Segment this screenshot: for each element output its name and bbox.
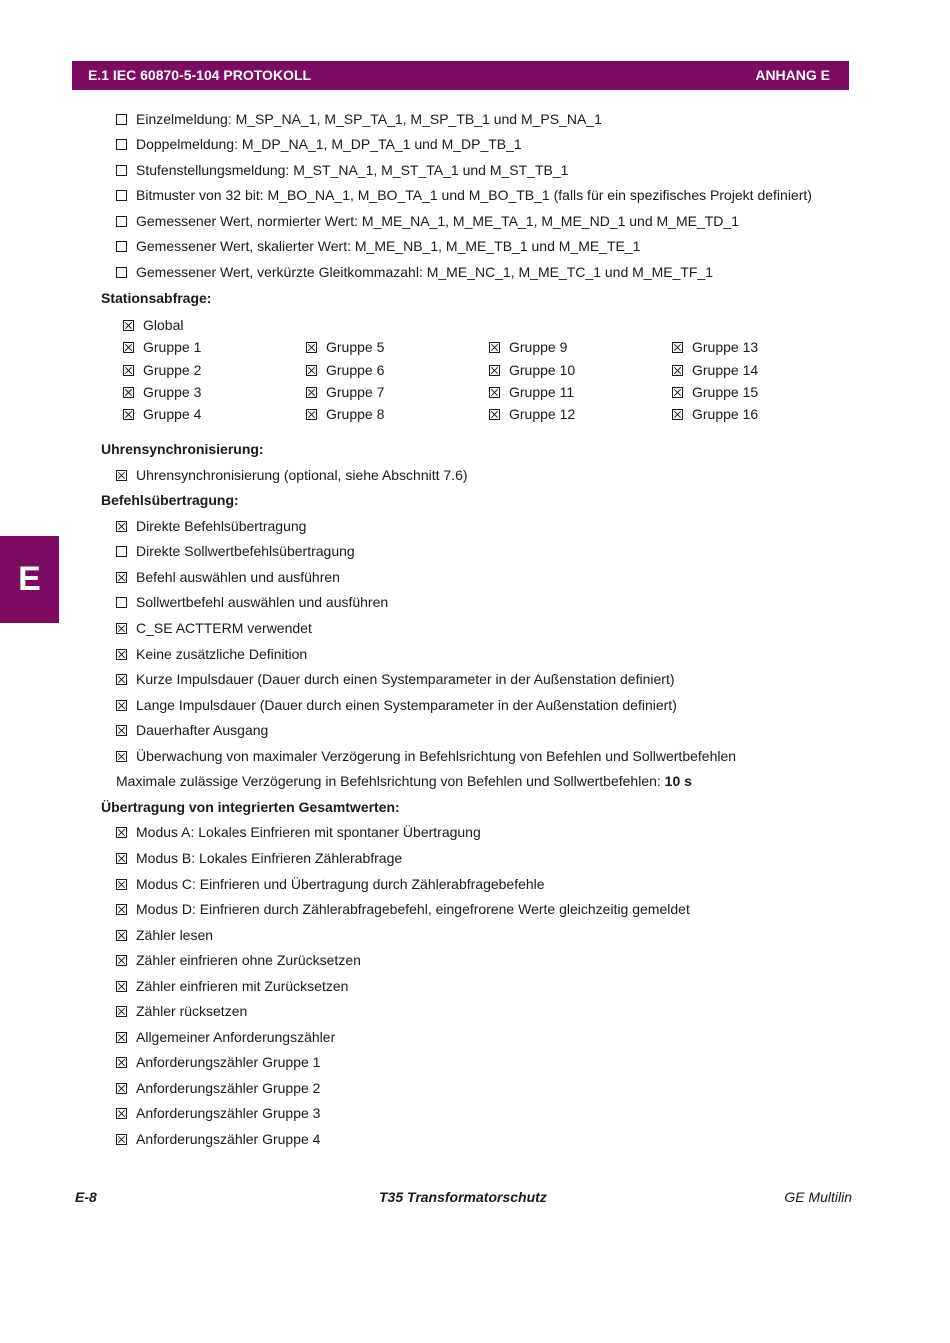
company-name: GE Multilin [784, 1189, 852, 1205]
item-label: Befehl auswählen und ausführen [136, 569, 340, 585]
document-title: T35 Transformatorschutz [379, 1189, 547, 1205]
list-item [116, 111, 602, 127]
list-item [116, 697, 677, 713]
checkbox-checked-icon [672, 387, 683, 398]
checkbox-checked-icon [123, 387, 134, 398]
checkbox-checked-icon [123, 342, 134, 353]
item-label: Bitmuster von 32 bit: M_BO_NA_1, M_BO_TA_1 und M_BO_TB_1 (falls für ein spezifisches Projekt definiert) [136, 187, 812, 203]
list-item [116, 876, 545, 892]
group-label: Gruppe 13 [692, 339, 759, 355]
list-item [116, 569, 340, 585]
clock-heading: Uhrensynchronisierung: [101, 441, 264, 457]
checkbox-checked-icon [489, 365, 500, 376]
item-label: Anforderungszähler Gruppe 2 [136, 1080, 321, 1096]
checkbox-checked-icon [116, 1032, 127, 1043]
checkbox-checked-icon [116, 1083, 127, 1094]
checkbox-empty-icon [116, 165, 127, 176]
checkbox-checked-icon [116, 853, 127, 864]
group-label: Gruppe 16 [692, 406, 759, 422]
list-item [116, 1105, 320, 1121]
item-label: Lange Impulsdauer (Dauer durch einen Systemparameter in der Außenstation definiert) [136, 697, 677, 713]
list-item [116, 213, 739, 229]
group-item [672, 384, 758, 400]
checkbox-empty-icon [116, 190, 127, 201]
list-item [116, 927, 213, 943]
group-item [123, 406, 201, 422]
checkbox-checked-icon [123, 365, 134, 376]
list-item [116, 467, 468, 483]
group-item [489, 406, 575, 422]
checkbox-empty-icon [116, 216, 127, 227]
checkbox-empty-icon [116, 597, 127, 608]
checkbox-checked-icon [116, 649, 127, 660]
group-item [672, 362, 758, 378]
group-label: Gruppe 5 [326, 339, 385, 355]
list-item [116, 1054, 320, 1070]
item-label: Allgemeiner Anforderungszähler [136, 1029, 336, 1045]
item-label: Modus A: Lokales Einfrieren mit spontaner Übertragung [136, 824, 481, 840]
checkbox-checked-icon [306, 409, 317, 420]
checkbox-checked-icon [116, 1006, 127, 1017]
checkbox-checked-icon [306, 342, 317, 353]
group-label: Gruppe 1 [143, 339, 202, 355]
group-label: Gruppe 2 [143, 362, 202, 378]
side-tab: E [0, 536, 59, 623]
list-item [116, 620, 312, 636]
group-label: Gruppe 4 [143, 406, 202, 422]
checkbox-empty-icon [116, 267, 127, 278]
checkbox-empty-icon [116, 139, 127, 150]
page-number: E-8 [75, 1189, 97, 1205]
list-item [116, 1003, 247, 1019]
item-label: Anforderungszähler Gruppe 3 [136, 1105, 321, 1121]
checkbox-checked-icon [116, 521, 127, 532]
group-item [306, 384, 384, 400]
item-label: Einzelmeldung: M_SP_NA_1, M_SP_TA_1, M_SP_TB_1 und M_PS_NA_1 [136, 111, 602, 127]
checkbox-checked-icon [116, 623, 127, 634]
checkbox-checked-icon [123, 409, 134, 420]
list-item [123, 317, 183, 333]
checkbox-checked-icon [116, 981, 127, 992]
group-item [672, 406, 758, 422]
totals-heading: Übertragung von integrierten Gesamtwerten: [101, 799, 400, 815]
list-item [116, 646, 307, 662]
checkbox-checked-icon [116, 1108, 127, 1119]
checkbox-checked-icon [116, 751, 127, 762]
checkbox-checked-icon [489, 409, 500, 420]
item-label: Uhrensynchronisierung (optional, siehe Abschnitt 7.6) [136, 467, 468, 483]
item-label: Zähler rücksetzen [136, 1003, 248, 1019]
max-delay-value: 10 s [664, 773, 692, 789]
checkbox-checked-icon [672, 365, 683, 376]
group-label: Gruppe 6 [326, 362, 385, 378]
list-item [116, 136, 522, 152]
list-item [116, 978, 348, 994]
list-item [116, 671, 675, 687]
group-item [306, 406, 384, 422]
checkbox-checked-icon [116, 725, 127, 736]
max-delay-text: Maximale zulässige Verzögerung in Befehlsrichtung von Befehlen und Sollwertbefehlen: [116, 773, 665, 789]
list-item [116, 187, 812, 203]
list-item [116, 518, 306, 534]
item-label: Keine zusätzliche Definition [136, 646, 308, 662]
section-title: E.1 IEC 60870-5-104 PROTOKOLL [88, 67, 312, 83]
checkbox-checked-icon [123, 320, 134, 331]
item-label: Kurze Impulsdauer (Dauer durch einen Systemparameter in der Außenstation definiert) [136, 671, 675, 687]
list-item [116, 594, 388, 610]
group-item [489, 339, 567, 355]
item-label: Zähler einfrieren ohne Zurücksetzen [136, 952, 361, 968]
group-label: Gruppe 10 [509, 362, 576, 378]
header-bar [72, 61, 849, 90]
list-item [116, 1131, 320, 1147]
group-item [306, 362, 384, 378]
item-label: Direkte Sollwertbefehlsübertragung [136, 543, 355, 559]
list-item [116, 1029, 335, 1045]
group-item [123, 362, 201, 378]
group-item [123, 384, 201, 400]
group-label: Gruppe 9 [509, 339, 568, 355]
list-item [116, 162, 568, 178]
item-label: Doppelmeldung: M_DP_NA_1, M_DP_TA_1 und M_DP_TB_1 [136, 136, 522, 152]
group-item [489, 362, 575, 378]
list-item [116, 901, 690, 917]
group-label: Gruppe 12 [509, 406, 576, 422]
checkbox-checked-icon [306, 387, 317, 398]
item-label: Gemessener Wert, normierter Wert: M_ME_NA_1, M_ME_TA_1, M_ME_ND_1 und M_ME_TD_1 [136, 213, 739, 229]
item-label: Modus B: Lokales Einfrieren Zählerabfrage [136, 850, 403, 866]
appendix-label: ANHANG E [755, 67, 830, 83]
checkbox-checked-icon [672, 409, 683, 420]
item-label: Überwachung von maximaler Verzögerung in Befehlsrichtung von Befehlen und Sollwertbefehlen [136, 748, 737, 764]
group-item [123, 339, 201, 355]
list-item [116, 824, 481, 840]
checkbox-empty-icon [116, 241, 127, 252]
checkbox-checked-icon [672, 342, 683, 353]
checkbox-checked-icon [116, 904, 127, 915]
list-item [116, 850, 402, 866]
checkbox-empty-icon [116, 114, 127, 125]
list-item [116, 748, 736, 764]
checkbox-checked-icon [116, 572, 127, 583]
list-item [116, 238, 640, 254]
item-label: Stufenstellungsmeldung: M_ST_NA_1, M_ST_TA_1 und M_ST_TB_1 [136, 162, 569, 178]
checkbox-checked-icon [489, 342, 500, 353]
list-item [116, 952, 361, 968]
list-item [116, 264, 713, 280]
group-item [489, 384, 574, 400]
item-label: Zähler lesen [136, 927, 214, 943]
checkbox-checked-icon [489, 387, 500, 398]
item-label: Modus D: Einfrieren durch Zählerabfragebefehl, eingefrorene Werte gleichzeitig gemeldet [136, 901, 690, 917]
station-heading: Stationsabfrage: [101, 290, 212, 306]
item-label: Sollwertbefehl auswählen und ausführen [136, 594, 389, 610]
checkbox-checked-icon [306, 365, 317, 376]
item-label: Dauerhafter Ausgang [136, 722, 269, 738]
checkbox-checked-icon [116, 1134, 127, 1145]
item-label: C_SE ACTTERM verwendet [136, 620, 312, 636]
item-label: Gemessener Wert, verkürzte Gleitkommazahl: M_ME_NC_1, M_ME_TC_1 und M_ME_TF_1 [136, 264, 714, 280]
checkbox-checked-icon [116, 700, 127, 711]
group-label: Gruppe 3 [143, 384, 202, 400]
checkbox-checked-icon [116, 1057, 127, 1068]
list-item [116, 722, 268, 738]
item-label: Anforderungszähler Gruppe 4 [136, 1131, 321, 1147]
list-item [116, 1080, 320, 1096]
item-label: Zähler einfrieren mit Zurücksetzen [136, 978, 349, 994]
group-label: Gruppe 15 [692, 384, 759, 400]
checkbox-checked-icon [116, 955, 127, 966]
checkbox-checked-icon [116, 470, 127, 481]
checkbox-checked-icon [116, 879, 127, 890]
command-heading: Befehlsübertragung: [101, 492, 239, 508]
item-label: Gemessener Wert, skalierter Wert: M_ME_NB_1, M_ME_TB_1 und M_ME_TE_1 [136, 238, 641, 254]
group-label: Gruppe 11 [509, 384, 575, 400]
checkbox-empty-icon [116, 546, 127, 557]
list-item [116, 543, 355, 559]
checkbox-checked-icon [116, 827, 127, 838]
group-item [306, 339, 384, 355]
item-label: Global [143, 317, 184, 333]
checkbox-checked-icon [116, 674, 127, 685]
group-label: Gruppe 8 [326, 406, 385, 422]
item-label: Direkte Befehlsübertragung [136, 518, 307, 534]
item-label: Modus C: Einfrieren und Übertragung durch Zählerabfragebefehle [136, 876, 545, 892]
item-label: Anforderungszähler Gruppe 1 [136, 1054, 321, 1070]
group-label: Gruppe 7 [326, 384, 385, 400]
max-delay-line [116, 773, 692, 789]
group-label: Gruppe 14 [692, 362, 759, 378]
checkbox-checked-icon [116, 930, 127, 941]
group-item [672, 339, 758, 355]
